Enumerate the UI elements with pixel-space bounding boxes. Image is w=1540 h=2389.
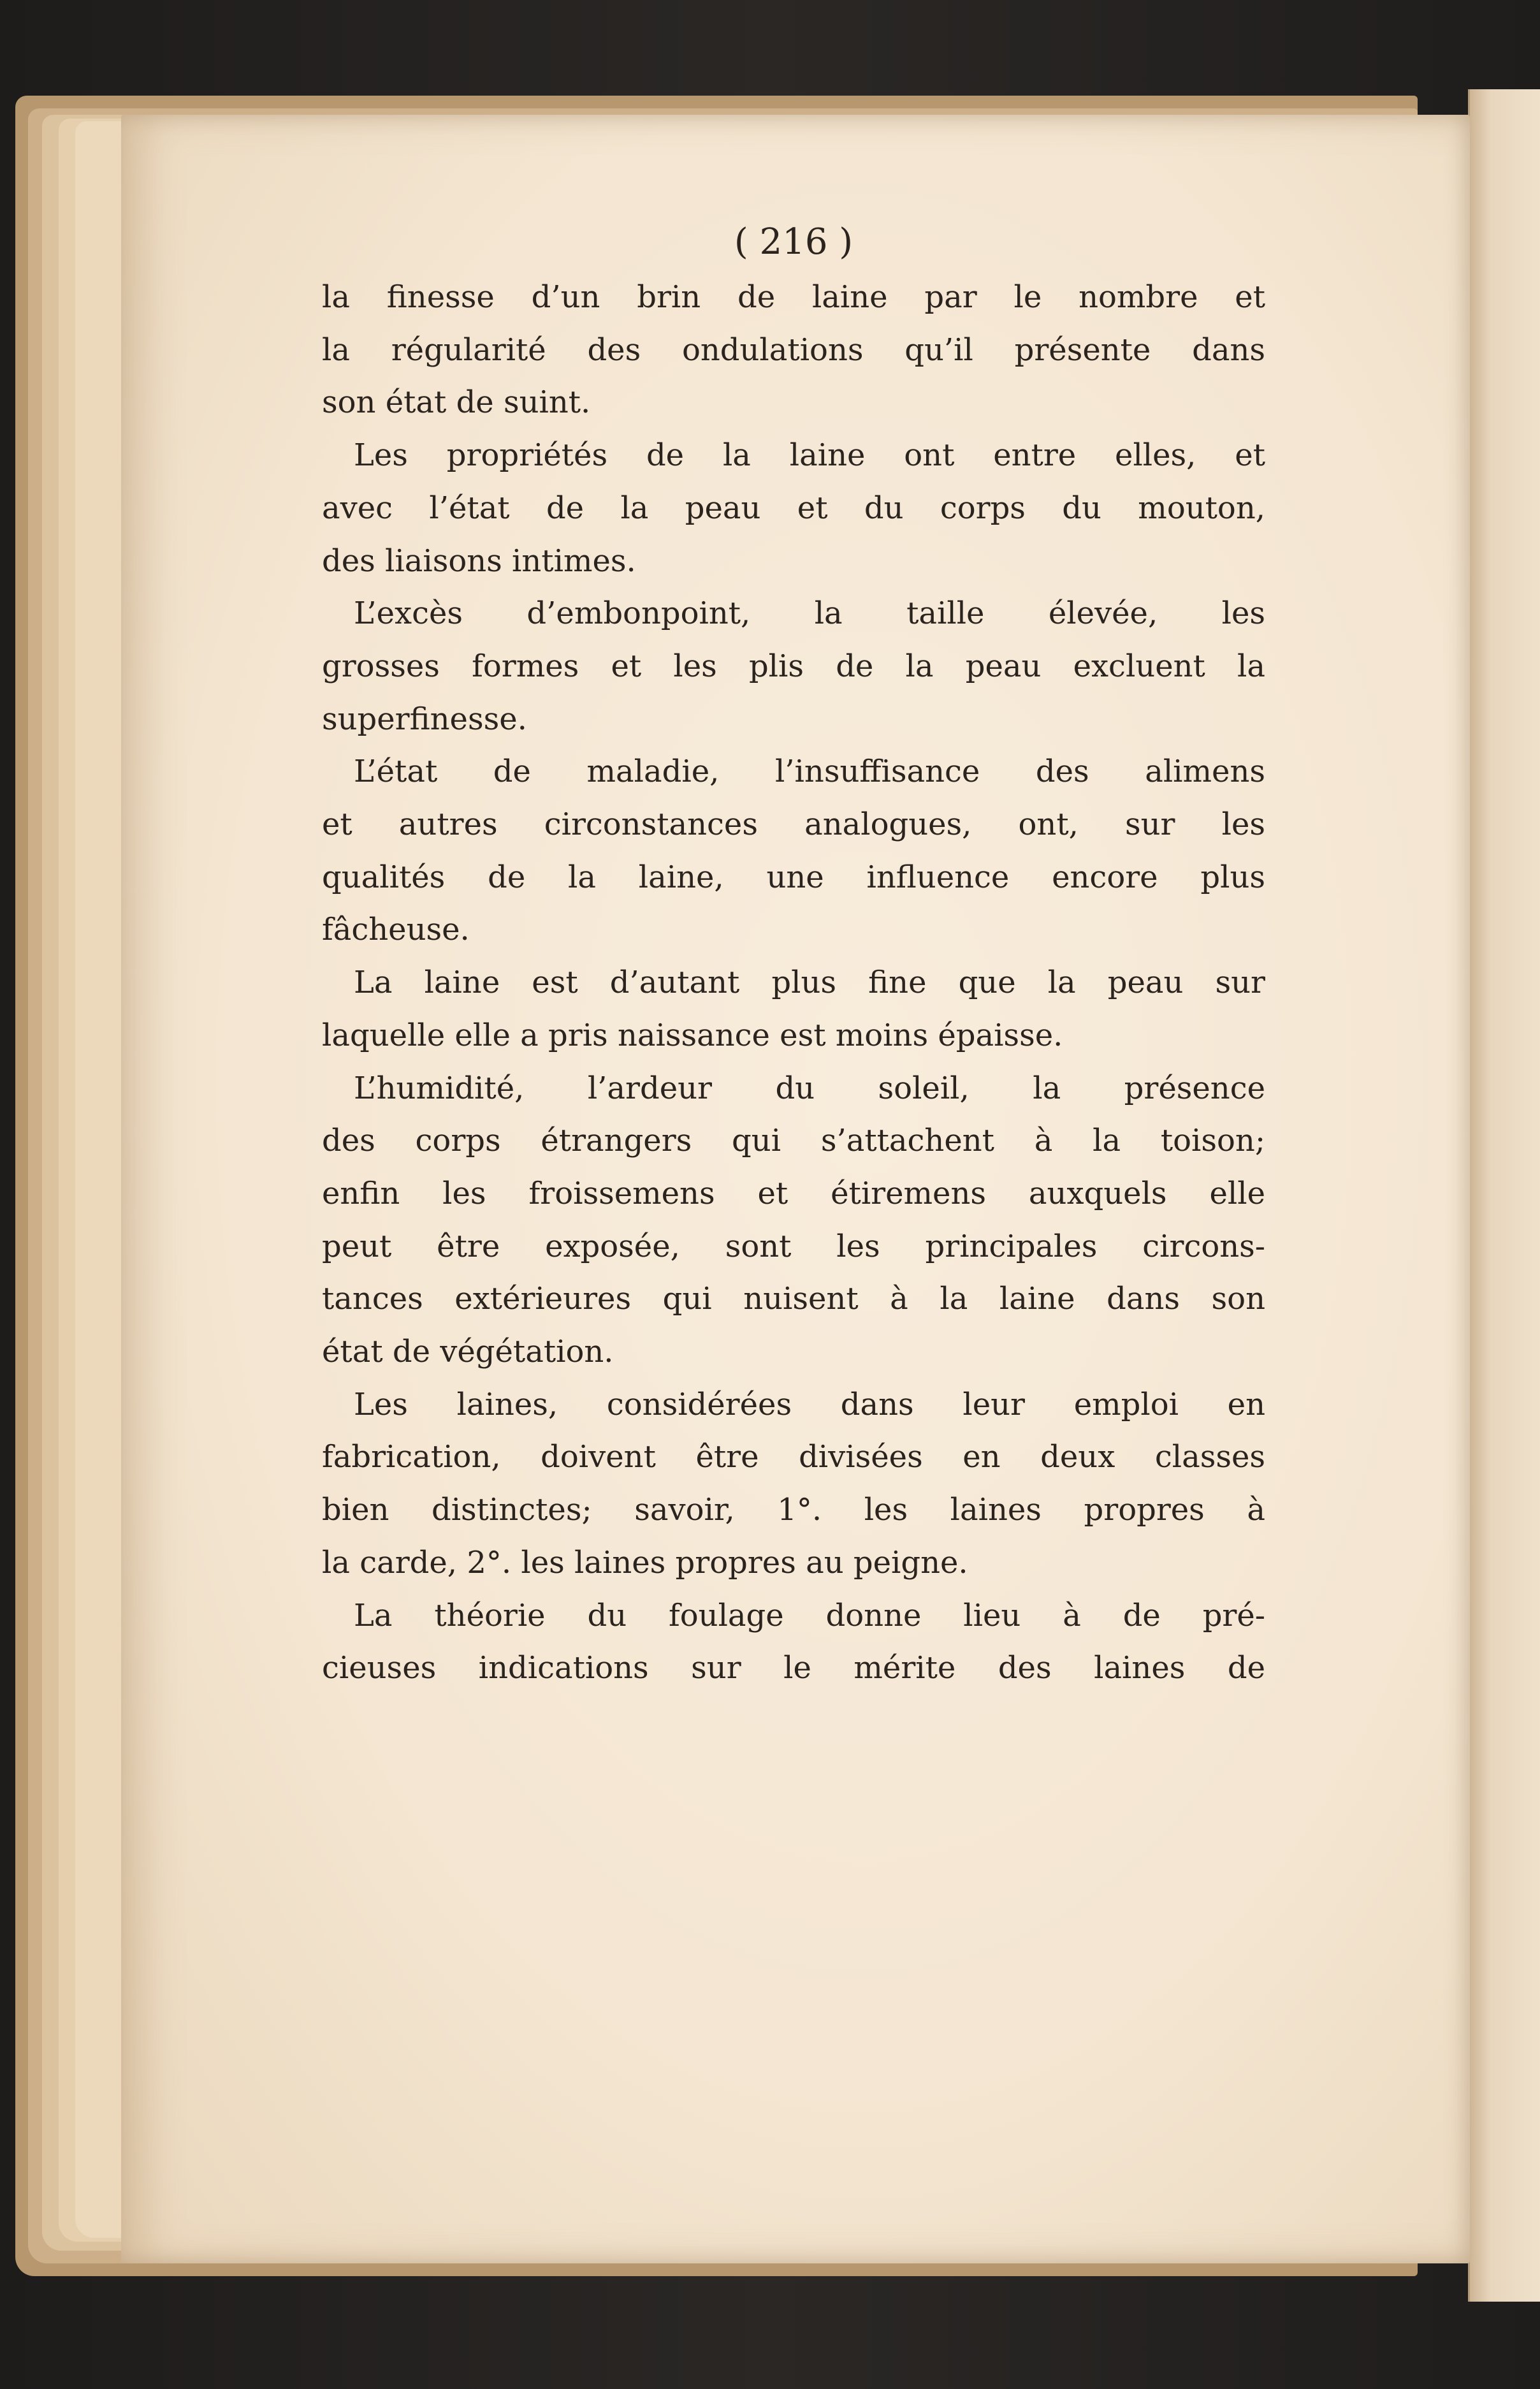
paragraph (322, 271, 1265, 429)
text-line: fâcheuse. (322, 912, 470, 948)
text-line: son état de suint. (322, 384, 591, 421)
text-line: des corps étrangers qui s’attachent à la toison; (322, 1123, 1265, 1159)
paragraph (322, 429, 1265, 587)
text-line: Les laines, considérées dans leur emploi en (354, 1386, 1265, 1422)
text-line: des liaisons intimes. (322, 543, 636, 579)
paragraph (322, 956, 1265, 1062)
text-line: fabrication, doivent être divisées en deux classes (322, 1439, 1265, 1475)
text-line: la régularité des ondulations qu’il présente dans (322, 332, 1265, 368)
text-line: Les propriétés de la laine ont entre elles, et (354, 437, 1265, 474)
paragraph (322, 1378, 1265, 1589)
text-line: grosses formes et les plis de la peau excluent la (322, 648, 1265, 684)
facing-page-edge (1468, 89, 1540, 2302)
text-line: enfin les froissemens et étiremens auxquels elle (322, 1175, 1265, 1211)
text-line: la finesse d’un brin de laine par le nombre et (322, 279, 1265, 315)
text-line: L’excès d’embonpoint, la taille élevée, les (354, 595, 1265, 632)
text-line: avec l’état de la peau et du corps du mouton, (322, 490, 1265, 526)
text-line: et autres circonstances analogues, ont, sur les (322, 807, 1265, 843)
text-line: bien distinctes; savoir, 1°. les laines propres à (322, 1492, 1265, 1528)
text-line: cieuses indications sur le mérite des laines de (322, 1650, 1265, 1686)
text-line: qualités de la laine, une influence encore plus (322, 859, 1265, 895)
text-line: peut être exposée, sont les principales circons- (322, 1228, 1265, 1264)
text-line: L’humidité, l’ardeur du soleil, la présence (354, 1070, 1265, 1106)
paragraph (322, 745, 1265, 956)
text-line: superfinesse. (322, 701, 527, 737)
text-line: La laine est d’autant plus fine que la peau sur (354, 965, 1265, 1001)
text-line: état de végétation. (322, 1334, 614, 1370)
page-number: ( 216 ) (734, 221, 854, 263)
paragraph (322, 1589, 1265, 1695)
text-line: laquelle elle a pris naissance est moins épaisse. (322, 1017, 1063, 1053)
text-line: La théorie du foulage donne lieu à de pré- (354, 1597, 1265, 1633)
paragraph (322, 587, 1265, 745)
text-line: la carde, 2°. les laines propres au peigne. (322, 1544, 968, 1581)
text-line: L’état de maladie, l’insuffisance des alimens (354, 754, 1265, 790)
text-line: tances extérieures qui nuisent à la laine dans son (322, 1281, 1265, 1317)
page-text (322, 220, 1265, 1695)
paragraph (322, 1062, 1265, 1378)
